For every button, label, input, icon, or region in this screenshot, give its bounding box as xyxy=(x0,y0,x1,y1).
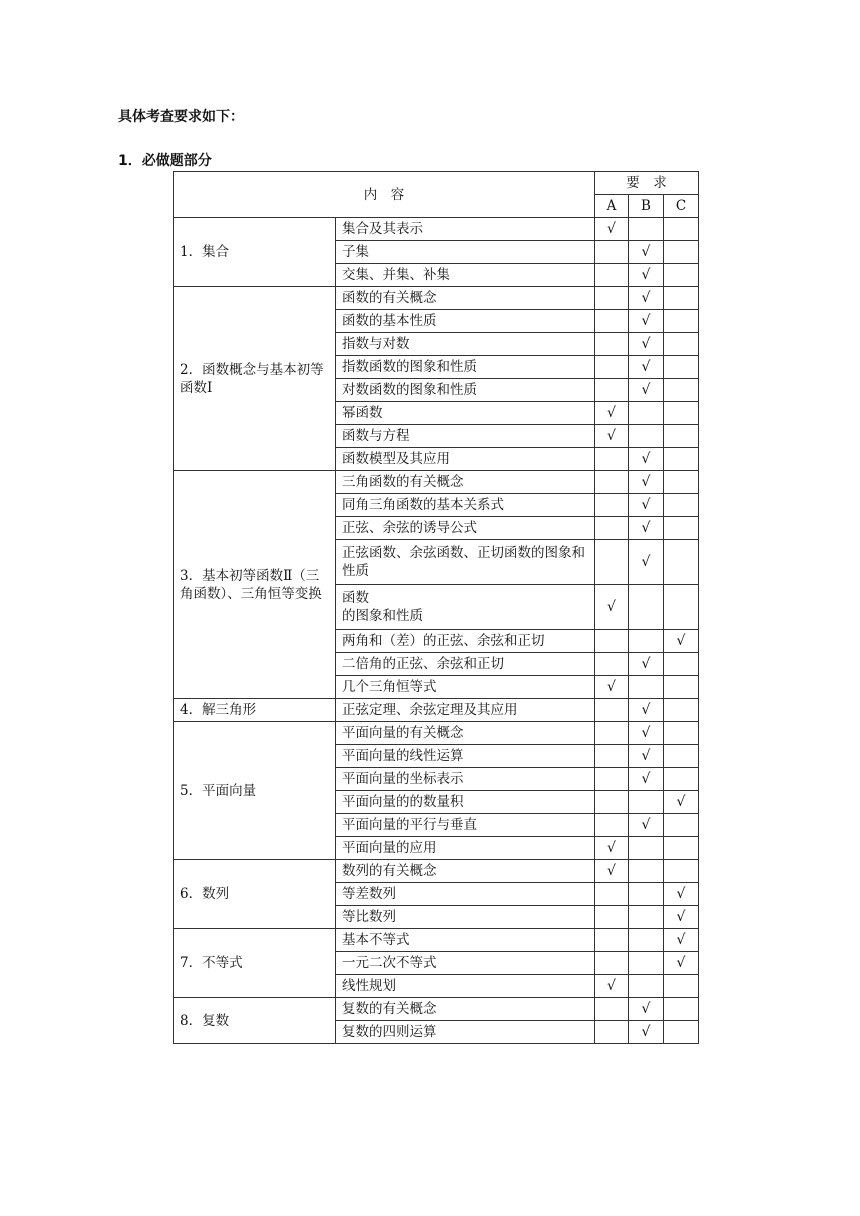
check-mark-b: √ xyxy=(629,814,664,837)
check-mark-b: √ xyxy=(629,998,664,1021)
section-title: 1．必做题部分 xyxy=(118,153,212,169)
check-mark-b xyxy=(629,906,664,929)
check-mark-c xyxy=(664,1021,699,1044)
check-mark-c xyxy=(664,837,699,860)
check-mark-a xyxy=(595,952,629,975)
check-mark-a xyxy=(595,929,629,952)
check-mark-c: √ xyxy=(664,906,699,929)
check-mark-b xyxy=(629,218,664,241)
table-row xyxy=(174,218,699,241)
check-mark-b: √ xyxy=(629,722,664,745)
level-label-a: A xyxy=(595,195,629,218)
check-mark-b: √ xyxy=(629,241,664,264)
check-mark-a xyxy=(595,814,629,837)
check-mark-a xyxy=(595,287,629,310)
item-cell: 平面向量的有关概念 xyxy=(336,722,595,745)
check-mark-b: √ xyxy=(629,494,664,517)
check-mark-c xyxy=(664,998,699,1021)
check-mark-c xyxy=(664,585,699,630)
item-cell: 平面向量的应用 xyxy=(336,837,595,860)
table-row xyxy=(174,699,699,722)
category-cell: 7．不等式 xyxy=(174,929,336,998)
check-mark-a xyxy=(595,379,629,402)
category-cell: 5．平面向量 xyxy=(174,722,336,860)
check-mark-b: √ xyxy=(629,264,664,287)
check-mark-a xyxy=(595,310,629,333)
check-mark-c: √ xyxy=(664,791,699,814)
check-mark-b: √ xyxy=(629,448,664,471)
check-mark-c xyxy=(664,975,699,998)
check-mark-c xyxy=(664,540,699,585)
item-cell: 对数函数的图象和性质 xyxy=(336,379,595,402)
check-mark-c xyxy=(664,471,699,494)
check-mark-c xyxy=(664,517,699,540)
check-mark-a: √ xyxy=(595,585,629,630)
check-mark-b xyxy=(629,837,664,860)
check-mark-c: √ xyxy=(664,630,699,653)
item-cell: 同角三角函数的基本关系式 xyxy=(336,494,595,517)
check-mark-a: √ xyxy=(595,402,629,425)
check-mark-a xyxy=(595,883,629,906)
check-mark-c xyxy=(664,333,699,356)
item-cell: 正弦定理、余弦定理及其应用 xyxy=(336,699,595,722)
check-mark-b xyxy=(629,585,664,630)
check-mark-c xyxy=(664,699,699,722)
item-cell: 指数函数的图象和性质 xyxy=(336,356,595,379)
check-mark-b: √ xyxy=(629,333,664,356)
item-cell: 一元二次不等式 xyxy=(336,952,595,975)
check-mark-a xyxy=(595,517,629,540)
table-row xyxy=(174,287,699,310)
requirement-header: 要 求 xyxy=(595,172,699,195)
check-mark-a xyxy=(595,653,629,676)
check-mark-a xyxy=(595,722,629,745)
check-mark-c xyxy=(664,448,699,471)
check-mark-c: √ xyxy=(664,952,699,975)
check-mark-b: √ xyxy=(629,356,664,379)
check-mark-a: √ xyxy=(595,425,629,448)
check-mark-c xyxy=(664,722,699,745)
check-mark-b: √ xyxy=(629,287,664,310)
table-row xyxy=(174,860,699,883)
check-mark-c xyxy=(664,425,699,448)
category-cell: 3．基本初等函数Ⅱ（三角函数）、三角恒等变换 xyxy=(174,471,336,699)
table-row xyxy=(174,722,699,745)
category-cell: 1．集合 xyxy=(174,218,336,287)
check-mark-a: √ xyxy=(595,218,629,241)
check-mark-c xyxy=(664,287,699,310)
check-mark-a xyxy=(595,494,629,517)
check-mark-a xyxy=(595,768,629,791)
item-cell: 几个三角恒等式 xyxy=(336,676,595,699)
category-cell: 4．解三角形 xyxy=(174,699,336,722)
check-mark-c: √ xyxy=(664,883,699,906)
check-mark-a xyxy=(595,356,629,379)
item-cell: 交集、并集、补集 xyxy=(336,264,595,287)
category-cell: 8．复数 xyxy=(174,998,336,1044)
check-mark-c xyxy=(664,356,699,379)
check-mark-a xyxy=(595,333,629,356)
item-cell: 平面向量的坐标表示 xyxy=(336,768,595,791)
check-mark-a xyxy=(595,471,629,494)
item-cell: 平面向量的线性运算 xyxy=(336,745,595,768)
check-mark-b: √ xyxy=(629,653,664,676)
table-body xyxy=(174,218,699,1044)
check-mark-a: √ xyxy=(595,837,629,860)
item-cell: 函数 的图象和性质 xyxy=(336,585,595,630)
content-header: 内 容 xyxy=(174,172,595,218)
check-mark-a xyxy=(595,791,629,814)
check-mark-b xyxy=(629,676,664,699)
check-mark-b: √ xyxy=(629,699,664,722)
item-cell: 幂函数 xyxy=(336,402,595,425)
check-mark-c xyxy=(664,310,699,333)
level-label-b: B xyxy=(629,195,664,218)
check-mark-a xyxy=(595,264,629,287)
check-mark-a: √ xyxy=(595,676,629,699)
item-cell: 集合及其表示 xyxy=(336,218,595,241)
check-mark-a xyxy=(595,540,629,585)
check-mark-a: √ xyxy=(595,975,629,998)
check-mark-b: √ xyxy=(629,1021,664,1044)
item-cell: 平面向量的平行与垂直 xyxy=(336,814,595,837)
check-mark-c xyxy=(664,860,699,883)
check-mark-c xyxy=(664,745,699,768)
check-mark-c xyxy=(664,814,699,837)
table-row xyxy=(174,471,699,494)
check-mark-b xyxy=(629,630,664,653)
check-mark-b: √ xyxy=(629,471,664,494)
check-mark-b xyxy=(629,952,664,975)
check-mark-a xyxy=(595,1021,629,1044)
check-mark-a xyxy=(595,448,629,471)
table-row xyxy=(174,998,699,1021)
item-cell: 等差数列 xyxy=(336,883,595,906)
item-cell: 函数模型及其应用 xyxy=(336,448,595,471)
check-mark-b xyxy=(629,883,664,906)
check-mark-c: √ xyxy=(664,929,699,952)
check-mark-c xyxy=(664,264,699,287)
check-mark-c xyxy=(664,241,699,264)
level-label-c: C xyxy=(664,195,699,218)
check-mark-a: √ xyxy=(595,860,629,883)
table-row xyxy=(174,929,699,952)
check-mark-b: √ xyxy=(629,517,664,540)
item-cell: 正弦函数、余弦函数、正切函数的图象和性质 xyxy=(336,540,595,585)
item-cell: 函数的基本性质 xyxy=(336,310,595,333)
check-mark-a xyxy=(595,998,629,1021)
check-mark-b: √ xyxy=(629,745,664,768)
item-cell: 正弦、余弦的诱导公式 xyxy=(336,517,595,540)
item-cell: 数列的有关概念 xyxy=(336,860,595,883)
item-cell: 子集 xyxy=(336,241,595,264)
check-mark-b xyxy=(629,425,664,448)
check-mark-c xyxy=(664,653,699,676)
requirements-table xyxy=(173,171,699,1044)
check-mark-b xyxy=(629,402,664,425)
check-mark-c xyxy=(664,676,699,699)
item-cell: 复数的四则运算 xyxy=(336,1021,595,1044)
item-cell: 函数与方程 xyxy=(336,425,595,448)
category-cell: 6．数列 xyxy=(174,860,336,929)
check-mark-c xyxy=(664,379,699,402)
item-cell: 线性规划 xyxy=(336,975,595,998)
check-mark-b xyxy=(629,791,664,814)
check-mark-b: √ xyxy=(629,310,664,333)
check-mark-b: √ xyxy=(629,379,664,402)
item-cell: 三角函数的有关概念 xyxy=(336,471,595,494)
check-mark-c xyxy=(664,768,699,791)
document-heading: 具体考查要求如下： xyxy=(118,109,244,125)
check-mark-a xyxy=(595,241,629,264)
check-mark-a xyxy=(595,745,629,768)
check-mark-c xyxy=(664,402,699,425)
item-cell: 等比数列 xyxy=(336,906,595,929)
item-cell: 基本不等式 xyxy=(336,929,595,952)
check-mark-b xyxy=(629,975,664,998)
item-cell: 函数的有关概念 xyxy=(336,287,595,310)
check-mark-c xyxy=(664,218,699,241)
item-cell: 二倍角的正弦、余弦和正切 xyxy=(336,653,595,676)
check-mark-b: √ xyxy=(629,540,664,585)
check-mark-a xyxy=(595,630,629,653)
check-mark-a xyxy=(595,699,629,722)
check-mark-c xyxy=(664,494,699,517)
item-cell: 两角和（差）的正弦、余弦和正切 xyxy=(336,630,595,653)
check-mark-a xyxy=(595,906,629,929)
item-cell: 平面向量的的数量积 xyxy=(336,791,595,814)
item-cell: 复数的有关概念 xyxy=(336,998,595,1021)
check-mark-b xyxy=(629,860,664,883)
check-mark-b xyxy=(629,929,664,952)
check-mark-b: √ xyxy=(629,768,664,791)
category-cell: 2．函数概念与基本初等函数Ⅰ xyxy=(174,287,336,471)
item-cell: 指数与对数 xyxy=(336,333,595,356)
